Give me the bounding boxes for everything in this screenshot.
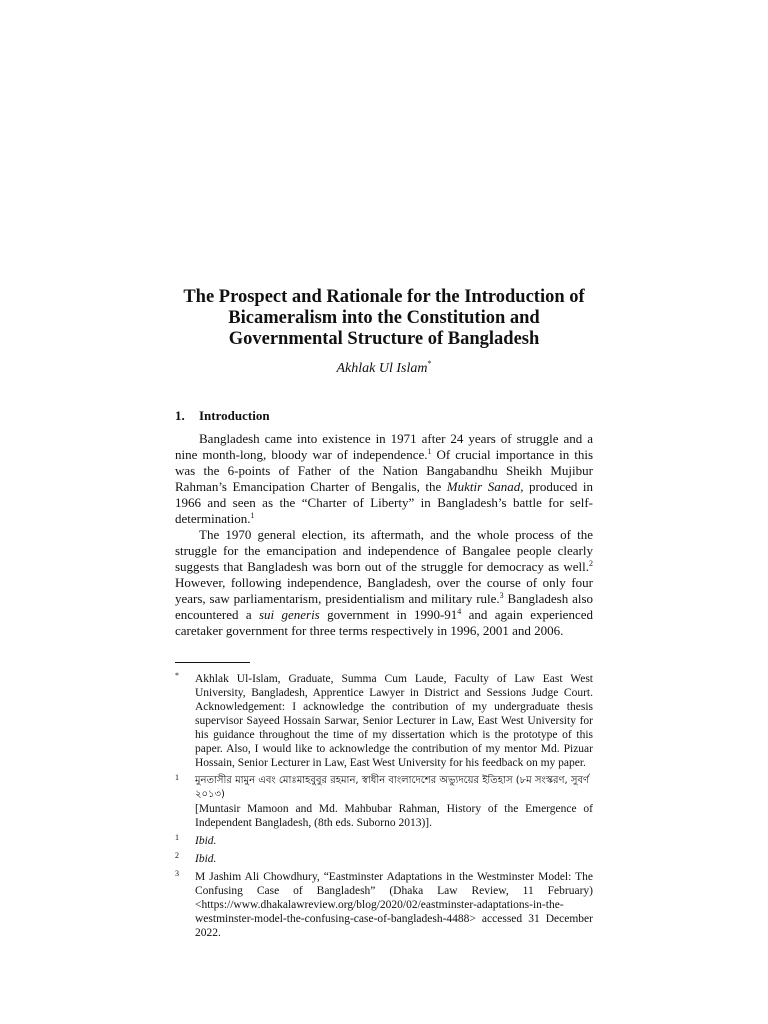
footnote-text: Ibid. [195,853,217,865]
p2-text-e: and again experienced caretaker government for three terms respectively in 1996, 2001 and 2006. [175,607,593,638]
footnote-text: Akhlak Ul-Islam, Graduate, Summa Cum Laude, Faculty of Law East West University, Bangladesh, Apprentice Lawyer in District and Sessions Judge Court. Acknowledgement: I acknowledge the contribution of my undergraduate thesis supervisor Sayeed Hossain Sarwar, Senior Lecturer in Law, East West University for his guidance throughout the time of my dissertation which is the prototype of this paper. Also, I would like to acknowledge the contribution of my mentor Md. Pizuar Hossain, Senior Lecturer in Law, East West University for his feedback on my paper. [195,673,593,769]
footnote-1b [175,834,593,848]
footnote-ref[interactable]: 1 [427,447,432,456]
footnote-3 [175,870,593,940]
footnote-bangla-citation: মুনতাসীর মামুন এবং মোঃমাহবুবুর রহমান, স্বাধীন বাংলাদেশের অভ্যুদয়ের ইতিহাস (৮ম সংস্করণ, সুবর্ণ ২০১৩) [195,775,590,800]
footnote-mark: 3 [175,869,179,878]
footnote-text: Ibid. [195,835,217,847]
footnote-separator [175,662,250,663]
p2-text-a: The 1970 general election, its aftermath, and the whole process of the struggle for the emancipation and independence of Bangalee people clearly suggests that Bangladesh was born out of the struggle for democracy as well. [175,527,593,574]
footnote-ref[interactable]: 3 [499,591,504,600]
footnote-mark: 2 [175,851,179,860]
footnote-text: M Jashim Ali Chowdhury, “Eastminster Adaptations in the Westminster Model: The Confusing Case of Bangladesh” (Dhaka Law Review, 11 February) <https://www.dhakalawreview.org/blog/2020/02/eastminster-adaptations-in-the-westminster-model-the-confusing-case-of-bangladesh-4488> accessed 31 December 2022. [195,871,593,939]
section-number: 1. [175,408,185,423]
p1-italic: Muktir Sanad [446,479,521,494]
paragraph-1 [175,431,593,527]
footnote-mark: * [175,671,179,680]
title-line-1: The Prospect and Rationale for the Introduction of [183,287,585,307]
title-line-3: Governmental Structure of Bangladesh [228,329,540,349]
footnote-text: [Muntasir Mamoon and Md. Mahbubar Rahman, History of the Emergence of Independent Bangladesh, (8th eds. Suborno 2013)]. [195,803,593,829]
p2-text-d: government in 1990-91 [319,607,458,622]
footnote-ref[interactable]: 1 [250,511,255,520]
section-title: Introduction [199,408,270,423]
p1-text-b: Of crucial importance in this was the 6-points of Father of the Nation Bangabandhu Sheikh Mujibur Rahman’s Emancipation Charter of Bengalis, the [175,447,594,494]
section-heading [175,408,270,424]
p2-italic: sui generis [258,607,320,622]
p1-text-c: , produced in 1966 and seen as the “Charter of Liberty” in Bangladesh’s battle for self-determination. [175,479,594,526]
footnote-mark: 1 [175,773,179,782]
footnote-mark: 1 [175,833,179,842]
footnote-author [175,672,593,770]
footnote-1 [175,774,593,830]
p2-text-b: However, following independence, Bangladesh, over the course of only four years, saw parliamentarism, presidentialism and military rule. [175,575,593,606]
paragraph-2 [175,527,593,639]
p1-text-a: Bangladesh came into existence in 1971 after 24 years of struggle and a nine month-long, bloody war of independence. [175,431,593,462]
author-name: Akhlak Ul Islam [336,361,428,376]
author-footnote-mark[interactable]: * [427,359,432,368]
author-line [175,360,593,378]
footnote-ref[interactable]: 4 [457,607,462,616]
paper-title [175,287,593,350]
footnotes [175,672,593,944]
title-line-2: Bicameralism into the Constitution and [228,308,540,328]
footnote-ref[interactable]: 2 [589,559,593,568]
body-text [175,431,593,639]
footnote-2 [175,852,593,866]
p2-text-c: Bangladesh also encountered a [175,591,594,622]
